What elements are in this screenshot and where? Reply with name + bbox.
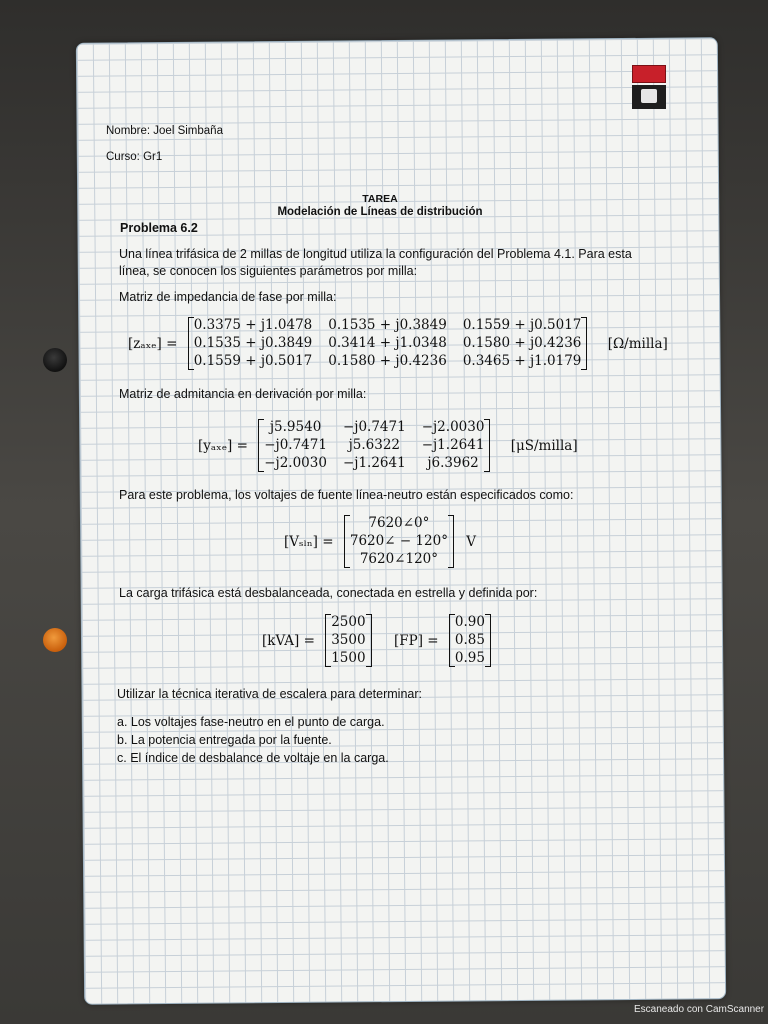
matrix-cell: 0.3375 + j1.0478 [193,317,313,333]
matrix-cell: 0.3465 + j1.0179 [462,353,582,369]
matrix-cell: j5.9540 [269,419,322,435]
vector-cell: 1500 [331,650,366,666]
admittance-matrix [258,419,490,472]
matrix-cell: −j2.0030 [264,455,327,471]
vector-cell: 7620∠ − 120° [349,533,448,549]
voltage-caption: Para este problema, los voltajes de fuente línea-neutro están especificados como: [119,488,574,502]
vector-cell: 0.90 [454,614,485,630]
voltage-unit: V [466,533,476,550]
student-name: Nombre: Joel Simbaña [106,125,223,137]
matrix-cell: 0.1580 + j0.4236 [462,335,582,351]
voltage-label: [Vₛₗₙ] = [284,533,334,550]
vector-cell: 0.95 [454,650,485,666]
admittance-label: [yₐₓₑ] = [198,437,248,454]
load-caption: La carga trifásica está desbalanceada, conectada en estrella y definida por: [119,586,538,600]
matrix-cell: −j0.7471 [264,437,327,453]
course-label: Curso: Gr1 [106,151,163,163]
matrix-cell: −j0.7471 [342,419,406,435]
admittance-caption: Matriz de admitancia en derivación por milla: [119,387,367,401]
task-item: b. La potencia entregada por la fuente. [117,733,332,747]
impedance-label: [zₐₓₑ] = [128,335,178,352]
matrix-cell: j6.3962 [427,455,479,471]
intro-line-2: línea, se conocen los siguientes parámetros por milla: [119,264,418,278]
scanner-watermark: Escaneado con CamScanner [634,1004,765,1015]
voltage-vector [344,515,454,568]
university-crest-icon [632,65,666,109]
fp-vector [449,614,491,667]
fp-equation [394,614,491,667]
vector-cell: 2500 [331,614,366,630]
matrix-cell: 0.3414 + j1.0348 [328,335,447,351]
impedance-caption: Matriz de impedancia de fase por milla: [119,290,337,304]
fp-label: [FP] = [394,632,439,649]
matrix-cell: 0.1580 + j0.4236 [328,353,447,369]
impedance-matrix [188,317,588,370]
admittance-equation [198,419,578,472]
impedance-unit: [Ω/milla] [607,335,668,352]
matrix-cell: 0.1535 + j0.3849 [328,317,447,333]
task-item: c. El índice de desbalance de voltaje en la carga. [117,751,389,765]
matrix-cell: 0.1535 + j0.3849 [193,335,313,351]
binder-hole-top [43,348,67,372]
kva-equation [262,614,372,667]
vector-cell: 7620∠0° [368,515,430,531]
kva-vector [325,614,371,667]
matrix-cell: −j1.2641 [342,455,406,471]
matrix-cell: 0.1559 + j0.5017 [193,353,313,369]
task-item: a. Los voltajes fase-neutro en el punto de carga. [117,715,385,729]
vector-cell: 3500 [331,632,366,648]
matrix-cell: −j2.0030 [421,419,485,435]
vector-cell: 0.85 [454,632,485,648]
assignment-title: TAREA [362,193,398,205]
assignment-subtitle: Modelación de Líneas de distribución [277,206,483,218]
impedance-equation [128,317,668,370]
matrix-cell: −j1.2641 [421,437,485,453]
matrix-cell: 0.1559 + j0.5017 [462,317,582,333]
admittance-unit: [μS/milla] [510,437,578,454]
vector-cell: 7620∠120° [359,551,438,567]
binder-hole-bottom [43,628,67,652]
intro-line-1: Una línea trifásica de 2 millas de longitud utiliza la configuración del Problema 4.1. Para esta [119,247,632,261]
problem-heading: Problema 6.2 [120,221,198,235]
matrix-cell: j5.6322 [348,437,401,453]
voltage-equation [284,515,476,568]
task-caption: Utilizar la técnica iterativa de escalera para determinar: [117,687,422,701]
kva-label: [kVA] = [262,632,315,649]
